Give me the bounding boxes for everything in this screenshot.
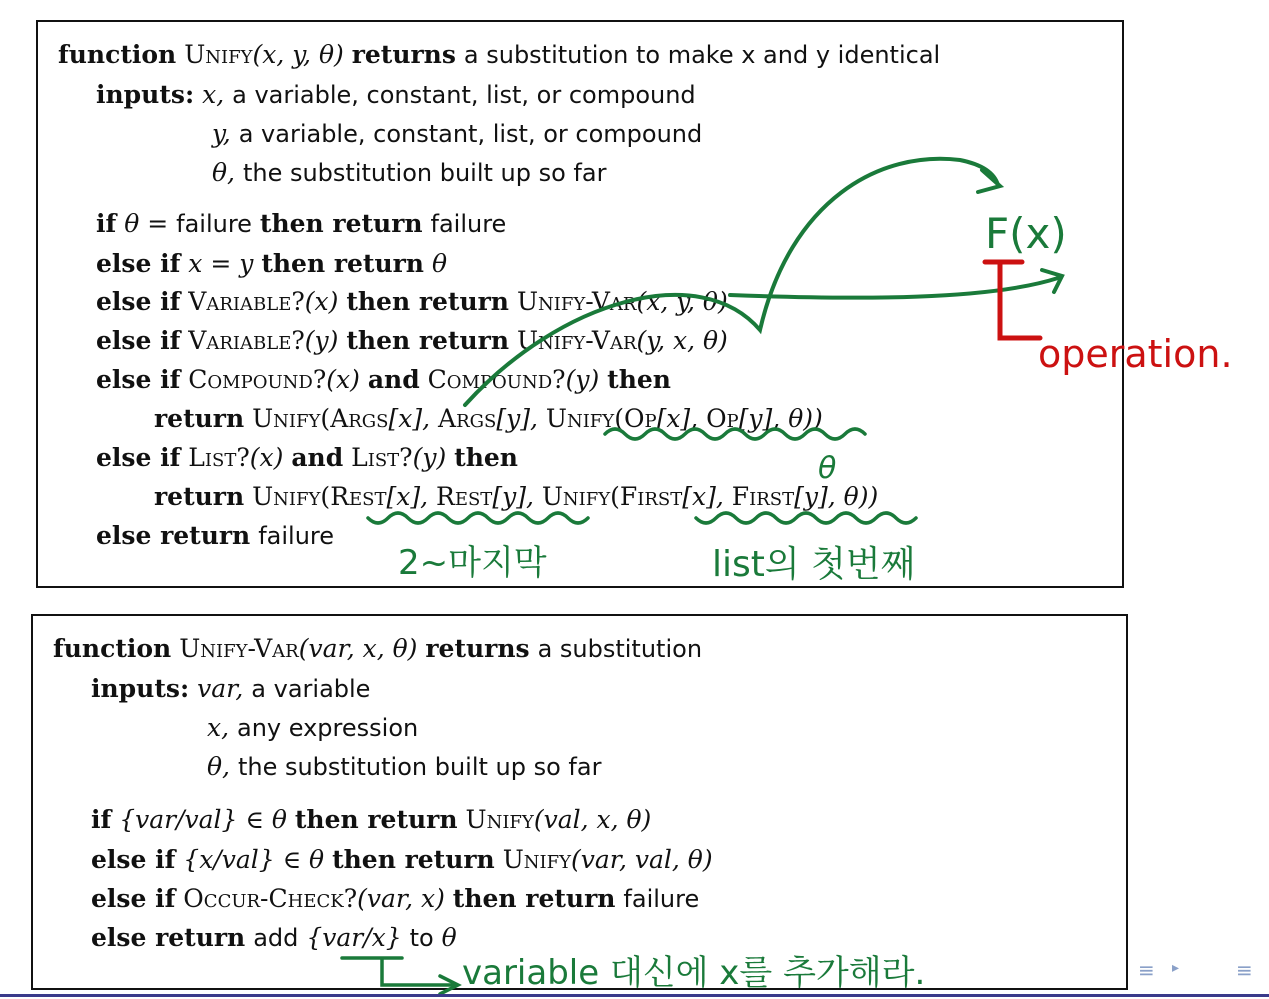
- keyword: then return: [346, 326, 510, 355]
- keyword: function: [53, 634, 172, 663]
- function-name: Unify-Var: [179, 634, 299, 663]
- annotation-operation: operation.: [1038, 332, 1233, 376]
- value: failure: [176, 210, 252, 238]
- text: add: [253, 924, 299, 952]
- function-name: Unify: [465, 805, 534, 834]
- function-args: [x],: [386, 482, 436, 511]
- value: failure: [623, 885, 700, 913]
- input-description: the substitution built up so far: [242, 159, 607, 187]
- function-args: (x): [304, 287, 339, 316]
- condition: θ =: [124, 209, 169, 238]
- inputs-line: [91, 674, 370, 704]
- paren: (: [320, 482, 331, 511]
- keyword: inputs:: [96, 80, 195, 109]
- paren: (: [610, 482, 620, 511]
- function-name: Op: [623, 404, 657, 433]
- keyword: returns: [351, 40, 456, 69]
- keyword: then return: [332, 845, 495, 874]
- keyword: return: [154, 482, 245, 511]
- nav-next-arrow-icon[interactable]: ▸: [1172, 960, 1180, 976]
- function-name: Unify: [541, 482, 611, 511]
- keyword: then return: [452, 884, 616, 913]
- footer-rule: [0, 994, 1269, 997]
- function-name: Unify: [252, 482, 321, 511]
- annotation-theta: θ: [818, 451, 837, 486]
- keyword: inputs:: [91, 674, 190, 703]
- keyword: return: [154, 404, 245, 433]
- input-var: x,: [207, 713, 230, 742]
- annotation-fx: F(x): [985, 209, 1067, 258]
- function-name: Variable?: [188, 287, 305, 316]
- keyword: then return: [346, 287, 509, 316]
- input-var: y,: [212, 119, 231, 148]
- text: to: [409, 924, 434, 952]
- function-name: Rest: [436, 482, 493, 511]
- expression: {var/x}: [306, 923, 402, 952]
- code-line: [154, 482, 878, 512]
- keyword: then return: [294, 805, 458, 834]
- code-line: [96, 443, 518, 473]
- function-args: (x): [326, 365, 360, 394]
- annotation-first-note: list의 첫번째: [712, 544, 916, 585]
- condition: x = y: [188, 249, 254, 278]
- keyword: else if: [91, 884, 176, 913]
- function-name: Unify: [184, 40, 253, 69]
- function-name: Unify-Var: [516, 287, 637, 316]
- function-args: (var, x): [357, 884, 445, 913]
- code-line: [96, 249, 447, 279]
- function-name: First: [619, 482, 683, 511]
- function-name: Unify-Var: [516, 326, 637, 355]
- keyword: else return: [91, 923, 246, 952]
- code-line: [96, 521, 334, 551]
- annotation-bottom-note: variable 대신에 x를 추가해라.: [462, 953, 926, 993]
- function-args: (x): [249, 443, 284, 472]
- code-line: [154, 404, 823, 434]
- return-description: a substitution to make x and y identical: [463, 41, 941, 69]
- function-args: (x, y, θ): [636, 287, 728, 316]
- code-line: [96, 287, 728, 317]
- nav-section-icon[interactable]: ≡: [1138, 958, 1155, 982]
- function-name: Args: [438, 404, 497, 433]
- condition: {var/val} ∈ θ: [119, 805, 287, 834]
- input-description: the substitution built up so far: [237, 753, 602, 781]
- function-args: (y, x, θ): [636, 326, 728, 355]
- keyword: returns: [425, 634, 530, 663]
- value: failure: [258, 522, 335, 550]
- function-args: [x],: [388, 404, 439, 433]
- unify-signature-line: [58, 40, 940, 70]
- code-line: [91, 884, 699, 914]
- keyword: else if: [91, 845, 176, 874]
- function-args: (x, y, θ): [252, 40, 344, 69]
- function-name: First: [731, 482, 795, 511]
- function-args: [y],: [496, 404, 546, 433]
- condition: {x/val} ∈ θ: [183, 845, 325, 874]
- keyword: else if: [96, 287, 181, 316]
- keyword: then: [607, 365, 671, 394]
- function-name: Variable?: [188, 326, 305, 355]
- return-description: a substitution: [537, 635, 703, 663]
- code-line: [91, 923, 457, 953]
- function-args: (var, x, θ): [298, 634, 418, 663]
- unify-var-signature-line: [53, 634, 702, 664]
- paren: (: [320, 404, 331, 433]
- input-description: a variable: [251, 675, 371, 703]
- keyword: then return: [261, 249, 424, 278]
- keyword: if: [91, 805, 112, 834]
- keyword: else if: [96, 249, 181, 278]
- function-args: [x],: [656, 404, 707, 433]
- function-name: Op: [706, 404, 739, 433]
- code-line: [91, 845, 713, 875]
- function-args: (y): [565, 365, 600, 394]
- function-args: [y],: [492, 482, 542, 511]
- code-line: [96, 365, 671, 395]
- keyword: else return: [96, 521, 251, 550]
- function-name: List?: [351, 443, 413, 472]
- input-var: θ,: [212, 158, 235, 187]
- code-line: [96, 326, 728, 356]
- function-args: [x],: [682, 482, 732, 511]
- unify-var-algorithm-box: [31, 614, 1128, 990]
- function-name: Compound?: [188, 365, 327, 394]
- function-args: [y], θ)): [738, 404, 823, 433]
- input-line: [212, 119, 702, 149]
- keyword: else if: [96, 326, 181, 355]
- input-description: a variable, constant, list, or compound: [238, 120, 703, 148]
- input-description: any expression: [237, 714, 419, 742]
- keyword: and: [291, 443, 344, 472]
- input-var: var,: [197, 674, 244, 703]
- function-name: Unify: [252, 404, 321, 433]
- unify-algorithm-box: [36, 20, 1124, 588]
- keyword: function: [58, 40, 177, 69]
- function-args: (y): [412, 443, 447, 472]
- input-line: [207, 713, 418, 743]
- input-var: θ,: [207, 752, 230, 781]
- value: θ: [441, 923, 457, 952]
- input-var: x,: [202, 80, 225, 109]
- annotation-rest-note: 2~마지막: [398, 543, 547, 583]
- input-line: [207, 752, 601, 782]
- paren: (: [614, 404, 624, 433]
- code-line: [91, 805, 651, 835]
- code-line: [96, 209, 506, 239]
- keyword: if: [96, 209, 117, 238]
- function-name: Unify: [502, 845, 571, 874]
- function-name: Args: [330, 404, 389, 433]
- keyword: then return: [259, 209, 423, 238]
- value: θ: [431, 249, 448, 278]
- keyword: else if: [96, 443, 181, 472]
- input-line: [212, 158, 606, 188]
- keyword: and: [367, 365, 420, 394]
- function-args: (var, val, θ): [571, 845, 713, 874]
- keyword: else if: [96, 365, 181, 394]
- keyword: then: [454, 443, 518, 472]
- function-name: Unify: [545, 404, 615, 433]
- function-name: Occur-Check?: [183, 884, 358, 913]
- function-args: (y): [304, 326, 339, 355]
- function-name: Compound?: [427, 365, 566, 394]
- nav-menu-icon[interactable]: ≡: [1236, 958, 1253, 982]
- function-args: [y], θ)): [794, 482, 879, 511]
- function-args: (val, x, θ): [533, 805, 652, 834]
- function-name: List?: [188, 443, 250, 472]
- input-description: a variable, constant, list, or compound: [232, 81, 696, 109]
- inputs-line: [96, 80, 696, 110]
- function-name: Rest: [330, 482, 387, 511]
- value: failure: [430, 210, 507, 238]
